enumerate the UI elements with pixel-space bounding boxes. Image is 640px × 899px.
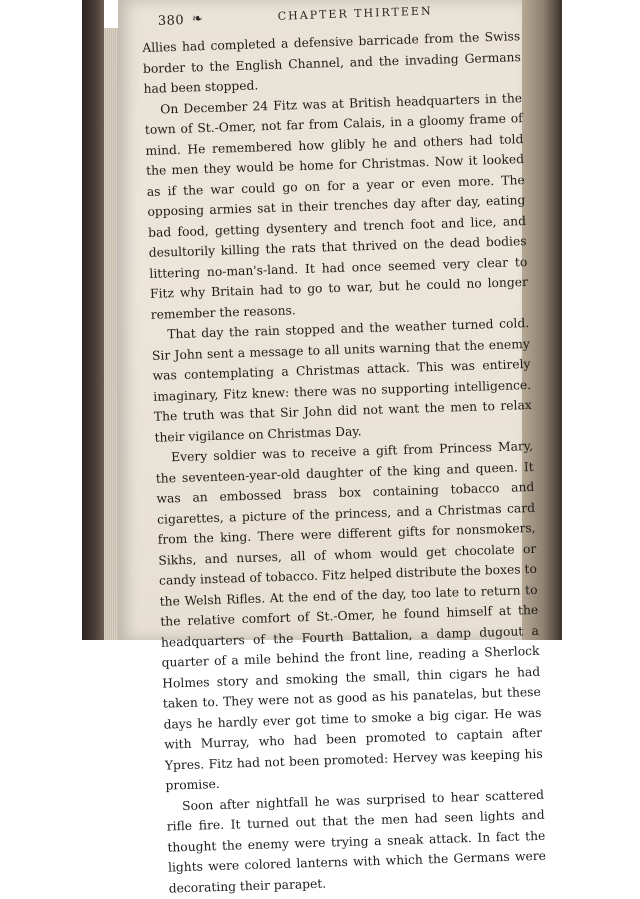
ornament-icon: ❧: [191, 11, 203, 27]
paragraph: Soon after nightfall he was surprised to hear scattered rifle fire. It turned out that the men had seen lights and thought the enemy were trying a sneak attack. In fact the lights were colored lanterns with which the Germans were decorating their parapet.: [166, 787, 547, 896]
chapter-title: CHAPTER THIRTEEN: [277, 4, 433, 23]
book-page: [118, 0, 547, 896]
paragraph: On December 24 Fitz was at British headquarters in the town of St.-Omer, not far from Calais, in a gloomy frame of mind. He remembered how glibly he and others had told the men they would be home for Christmas. Now it looked as if the war could go on for a year or even more. The opposing armies sat in their trenches day after day, eating bad food, getting dysentery and trench foot and lice, and desultorily killing the rats that thrived on the dead bodies littering no-man's-land. It had once seemed very clear to Fitz why Britain had to go to war, but he could no longer remember the reasons.: [144, 90, 529, 322]
background-right: [562, 0, 640, 640]
body-text: [142, 26, 547, 898]
paragraph: Every soldier was to receive a gift from Princess Mary, the seventeen-year-old daughter of the king and queen. It was an embossed brass box containing tobacco and cigarettes, a picture of the princess, and a Christmas card from the king. There were different gifts for nonsmokers, Sikhs, and nurses, all of whom would get chocolate or candy instead of tobacco. Fitz helped distribute the boxes to the Welsh Rifles. At the end of the day, too late to return to the relative comfort of St.-Omer, he found himself at the headquarters of the Fourth Battalion, a damp dugout a quarter of a mile behind the front line, reading a Sherlock Holmes story and smoking the small, thin cigars he had taken to. They were not as good as his panatelas, but these days he hardly ever got time to smoke a big cigar. He was with Murray, who had been promoted to captain after Ypres. Fitz had not been promoted: Hervey was keeping his promise.: [155, 438, 543, 793]
page-number: 380: [157, 13, 185, 29]
book-spine-shadow: [82, 0, 104, 640]
paragraph: That day the rain stopped and the weather turned cold. Sir John sent a message to all units warning that the enemy was contemplating a Christmas attack. This was entirely imaginary, Fitz knew: there was no supporting intelligence. The truth was that Sir John did not want the men to relax their vigilance on Christmas Day.: [151, 315, 532, 445]
background-left: [0, 0, 82, 640]
paragraph: Allies had completed a defensive barricade from the Swiss border to the English Channel, and the invading Germans had been stopped.: [142, 29, 521, 96]
